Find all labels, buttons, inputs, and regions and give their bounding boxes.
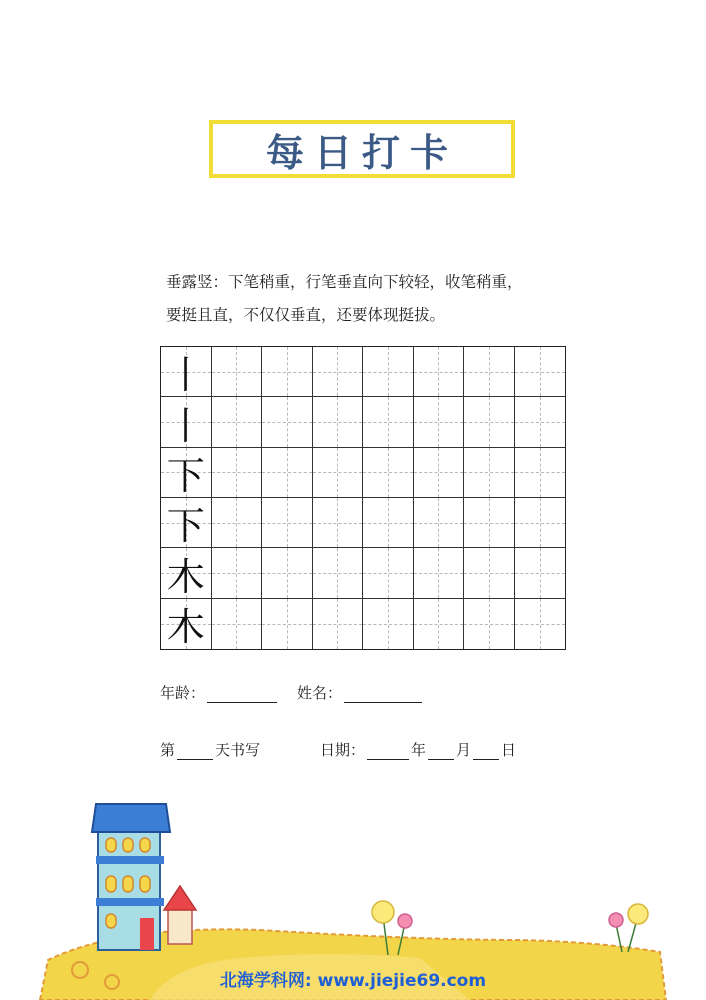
age-field[interactable] [207, 686, 277, 703]
model-character: 丨 [166, 403, 205, 448]
model-cell [161, 347, 212, 397]
practice-cell[interactable] [363, 347, 414, 397]
practice-cell[interactable] [262, 498, 313, 548]
practice-cell[interactable] [212, 599, 263, 649]
practice-cell[interactable] [313, 397, 364, 447]
day-suffix: 天书写 [215, 741, 261, 759]
practice-cell[interactable] [363, 599, 414, 649]
practice-cell[interactable] [414, 448, 465, 498]
practice-cell[interactable] [414, 548, 465, 598]
practice-cell[interactable] [313, 448, 364, 498]
name-label: 姓名： [297, 684, 343, 702]
practice-cell[interactable] [515, 548, 566, 598]
month-field[interactable] [428, 743, 454, 760]
practice-grid [160, 346, 566, 650]
model-character: 木 [166, 605, 205, 650]
practice-cell[interactable] [515, 448, 566, 498]
model-character: 丨 [166, 353, 205, 398]
day-prefix: 第 [160, 741, 176, 759]
model-character: 下 [166, 453, 205, 498]
practice-cell[interactable] [515, 498, 566, 548]
stroke-instructions [166, 266, 586, 332]
model-character: 下 [166, 504, 205, 549]
practice-cell[interactable] [363, 448, 414, 498]
practice-cell[interactable] [414, 498, 465, 548]
practice-cell[interactable] [262, 347, 313, 397]
practice-cell[interactable] [464, 498, 515, 548]
practice-cell[interactable] [262, 548, 313, 598]
practice-cell[interactable] [515, 397, 566, 447]
practice-cell[interactable] [363, 548, 414, 598]
instruction-line-2: 要挺且直，不仅仅垂直，还要体现挺拔。 [166, 306, 446, 324]
day-unit: 日 [501, 741, 517, 759]
practice-cell[interactable] [262, 599, 313, 649]
practice-cell[interactable] [515, 347, 566, 397]
instruction-line-1: 垂露竖：下笔稍重，行笔垂直向下较轻，收笔稍重， [166, 273, 523, 291]
age-label: 年龄： [160, 684, 206, 702]
practice-cell[interactable] [212, 548, 263, 598]
practice-cell[interactable] [313, 498, 364, 548]
name-field[interactable] [344, 686, 422, 703]
model-cell [161, 548, 212, 598]
practice-cell[interactable] [262, 448, 313, 498]
house-door [140, 918, 154, 950]
practice-cell[interactable] [212, 347, 263, 397]
practice-cell[interactable] [313, 548, 364, 598]
practice-cell[interactable] [464, 448, 515, 498]
title-box [209, 120, 515, 178]
day-row [160, 739, 260, 760]
age-name-row [160, 682, 424, 703]
day-number-field[interactable] [177, 743, 213, 760]
date-label: 日期： [320, 741, 366, 759]
day-field[interactable] [473, 743, 499, 760]
tall-house-roof [92, 804, 170, 832]
year-field[interactable] [367, 743, 409, 760]
house-ledge [96, 856, 164, 864]
practice-cell[interactable] [212, 448, 263, 498]
practice-cell[interactable] [414, 347, 465, 397]
flower-group-right [609, 904, 648, 952]
practice-cell[interactable] [313, 599, 364, 649]
practice-cell[interactable] [414, 599, 465, 649]
practice-cell[interactable] [414, 397, 465, 447]
practice-cell[interactable] [464, 599, 515, 649]
practice-cell[interactable] [464, 397, 515, 447]
model-cell [161, 448, 212, 498]
practice-cell[interactable] [464, 548, 515, 598]
practice-cell[interactable] [212, 397, 263, 447]
house-ledge [96, 898, 164, 906]
practice-cell[interactable] [363, 498, 414, 548]
small-house-roof [164, 886, 196, 910]
month-unit: 月 [456, 741, 472, 759]
date-row [320, 739, 516, 760]
footer-website-link[interactable]: 北海学科网: www.jiejie69.com [219, 971, 487, 991]
model-cell [161, 498, 212, 548]
practice-cell[interactable] [313, 347, 364, 397]
model-cell [161, 397, 212, 447]
practice-cell[interactable] [515, 599, 566, 649]
practice-cell[interactable] [262, 397, 313, 447]
practice-cell[interactable] [212, 498, 263, 548]
practice-cell[interactable] [464, 347, 515, 397]
practice-cell[interactable] [363, 397, 414, 447]
small-house-body [168, 908, 192, 944]
model-cell [161, 599, 212, 649]
year-unit: 年 [411, 741, 427, 759]
model-character: 木 [166, 554, 205, 599]
page-title: 每日打卡 [265, 130, 458, 175]
